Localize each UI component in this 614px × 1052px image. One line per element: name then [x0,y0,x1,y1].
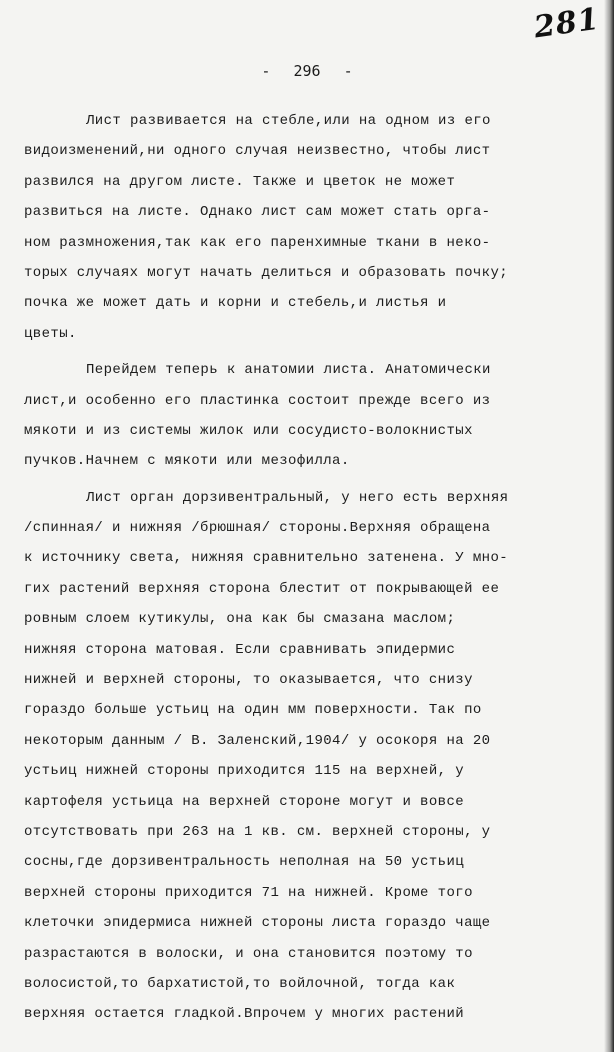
text-line: некоторым данным / В. Заленский,1904/ у осокоря на 20 [24,732,491,749]
text-line: ровным слоем кутикулы, она как бы смазана маслом; [24,611,456,628]
text-line: лист,и особенно его пластинка состоит прежде всего из [24,392,491,409]
text-line: картофеля устьица на верхней стороне могут и вовсе [24,793,465,810]
handwritten-folio-number: 281 [532,1,603,46]
text-line: гих растений верхняя сторона блестит от покрывающей ее [24,580,500,597]
text-line: развился на другом листе. Также и цветок не может [24,173,456,190]
text-line: разрастаются в волоски, и она становится поэтому то [24,945,473,962]
text-line: волосистой,то бархатистой,то войлочной, тогда как [24,975,456,992]
text-line: к источнику света, нижняя сравнительно затенена. У мно- [24,550,509,567]
text-line: верхняя остается гладкой.Впрочем у многих растений [24,1006,465,1023]
page-number: - 296 - [261,62,353,80]
text-line: нижняя сторона матовая. Если сравнивать эпидермис [24,641,456,658]
text-line: почка же может дать и корни и стебель,и листья и [24,295,447,312]
text-line: устьиц нижней стороны приходится 115 на верхней, у [24,763,465,780]
text-line: клеточки эпидермиса нижней стороны листа гораздо чаще [24,915,491,932]
text-line: /спинная/ и нижняя /брюшная/ стороны.Верхняя обращена [24,520,491,537]
text-line: мякоти и из системы жилок или сосудисто-волокнистых [24,422,473,439]
text-line: пучков.Начнем с мякоти или мезофилла. [24,453,350,470]
text-line: верхней стороны приходится 71 на нижней. Кроме того [24,884,473,901]
text-line: торых случаях могут начать делиться и образовать почку; [24,264,509,281]
text-line: развиться на листе. Однако лист сам может стать орга- [24,204,491,221]
scan-edge-shadow [604,0,614,1052]
text-line: отсутствовать при 263 на 1 кв. см. верхней стороны, у [24,823,491,840]
text-line: цветы. [24,325,77,342]
body-text [24,106,604,1030]
text-line: гораздо больше устьиц на один мм поверхности. Так по [24,702,482,719]
text-line: сосны,где дорзивентральность неполная на 50 устьиц [24,854,465,871]
text-line: видоизменений,ни одного случая неизвестно, чтобы лист [24,143,491,160]
text-line: ном размножения,так как его паренхимные ткани в неко- [24,234,491,251]
text-line: Лист развивается на стебле,или на одном из его [86,113,491,129]
text-line: Лист орган дорзивентральный, у него есть верхняя [86,489,509,506]
text-line: нижней и верхней стороны, то оказывается, что снизу [24,672,473,689]
text-line: Перейдем теперь к анатомии листа. Анатомически [86,362,491,379]
